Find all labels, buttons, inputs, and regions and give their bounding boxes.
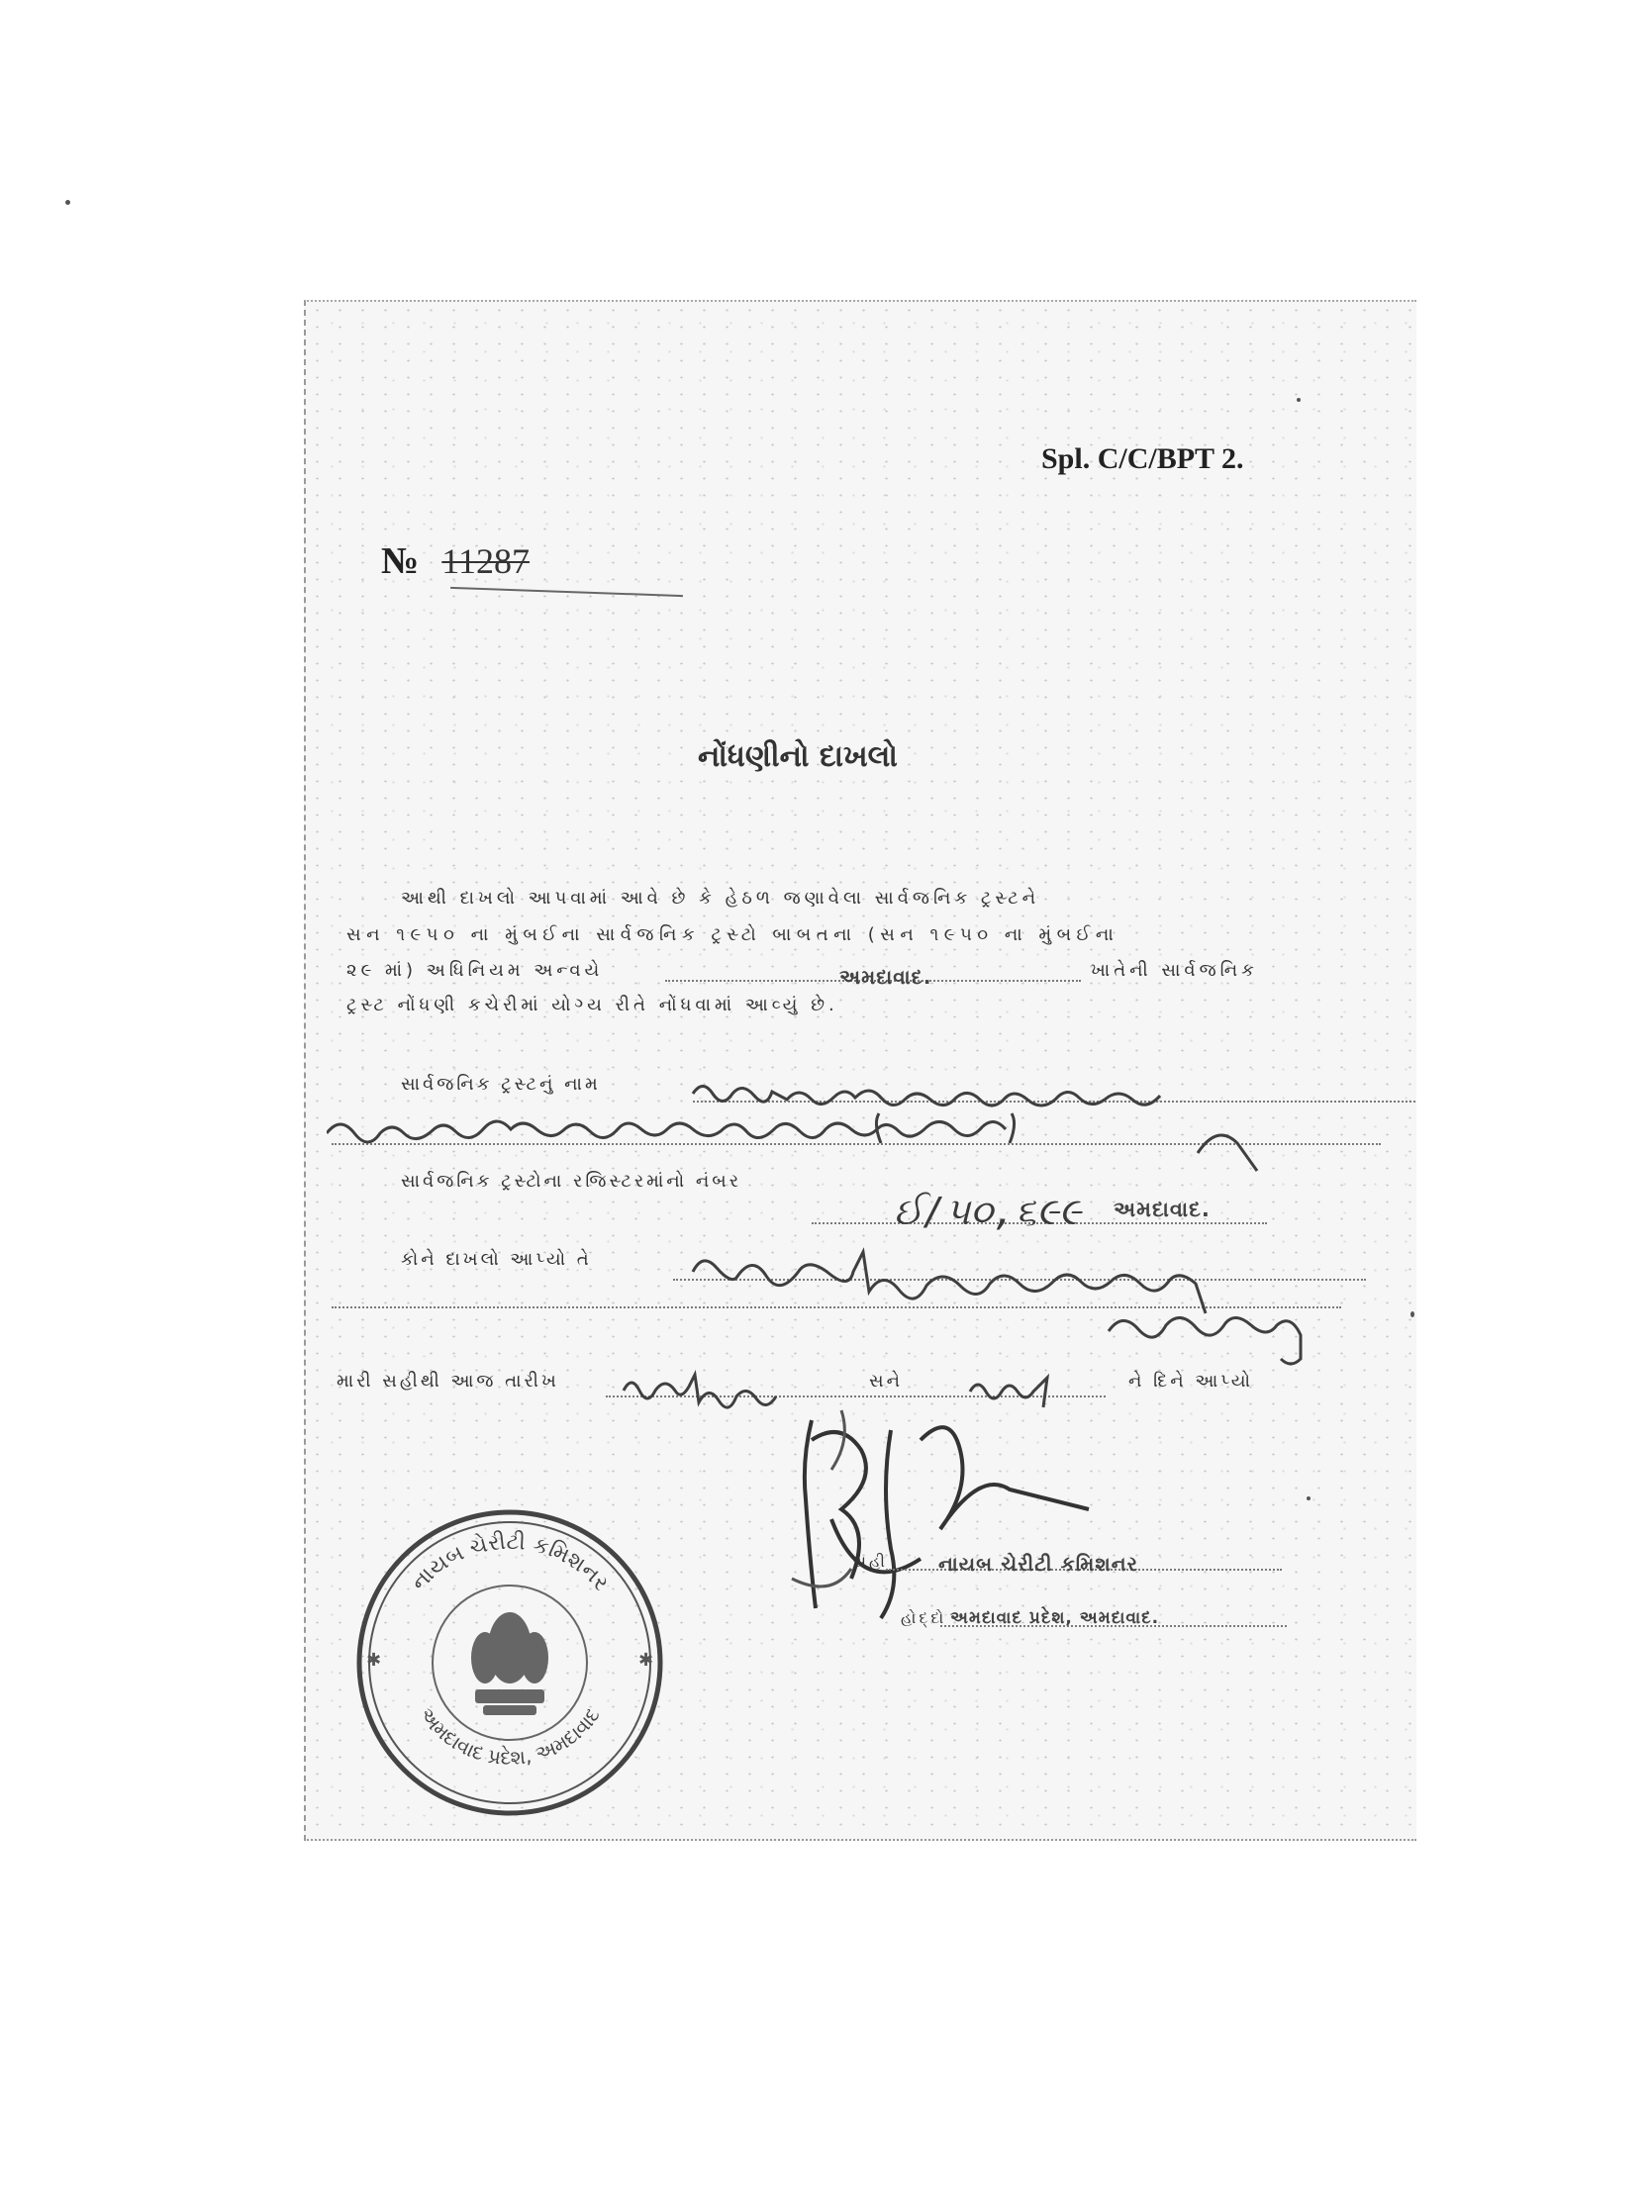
- body-line-1: આથી દાખલો આપવામાં આવે છે કે હેઠળ જણાવેલા સાર્વજનિક ટ્રસ્ટને: [401, 888, 1040, 909]
- seal-text-top: નાયબ ચેરીટી કમિશનર: [406, 1529, 614, 1596]
- body-line-2: સન ૧૯૫૦ ના મુંબઈના સાર્વજનિક ટ્રસ્ટો બાબતના (સન ૧૯૫૦ ના મુંબઈના: [346, 924, 1119, 945]
- speck: [1410, 1311, 1414, 1317]
- seal-star-icon: ✱: [638, 1650, 654, 1671]
- handwriting-stroke: [693, 1252, 1206, 1313]
- number-value: 11287: [441, 541, 530, 581]
- register-number-label: સાર્વજનિક ટ્રસ્ટોના રજિસ્ટરમાંનો નંબર: [401, 1171, 742, 1192]
- speck: [1307, 1496, 1311, 1500]
- handwriting-stroke: [1109, 1317, 1301, 1364]
- date-line-start: મારી સહીથી આજ તારીખ: [337, 1371, 559, 1392]
- seal-text-bottom: અમદાવાદ પ્રદેશ, અમદાવાદ: [414, 1702, 605, 1770]
- speck: [65, 200, 70, 205]
- trust-name-label: સાર્વજનિક ટ્રસ્ટનું નામ: [401, 1074, 601, 1095]
- office-stamp: અમદાવાદ.: [839, 965, 932, 989]
- certificate-number: [381, 539, 530, 583]
- handwritten-date: [619, 1361, 797, 1410]
- designation-label: હોદ્દો: [901, 1608, 947, 1627]
- register-number-value: ઈ/૫૦,૬૯૯: [894, 1190, 1082, 1233]
- issued-to-label: કોને દાખલો આપ્યો તે: [401, 1249, 592, 1270]
- signatory-title: નાયબ ચેરીટી કમિશનર: [938, 1552, 1139, 1576]
- handwriting-stroke: [327, 1121, 1006, 1142]
- form-code: Spl. C/C/BPT 2.: [1041, 442, 1244, 475]
- body-line-5: ટ્રસ્ટ નોંધણી કચેરીમાં યોગ્ય રીતે નોંધવામાં આવ્યું છે.: [346, 995, 838, 1015]
- office-seal: [346, 1499, 673, 1826]
- handwriting-stroke: [693, 1087, 1160, 1106]
- certificate-title: નોંધણીનો દાખલો: [698, 739, 898, 774]
- handwriting-stroke: [624, 1375, 776, 1407]
- body-line-4: ખાતેની સાર્વજનિક: [1091, 960, 1258, 981]
- handwritten-addressee: [673, 1232, 1386, 1381]
- signature-stroke: [805, 1420, 1089, 1618]
- date-line-end: ને દિને આપ્યો: [1128, 1371, 1254, 1392]
- number-prefix: №: [381, 540, 420, 582]
- seal-star-icon-left: ✱: [366, 1650, 382, 1671]
- designation-value: અમદાવાદ પ્રદેશ, અમદાવાદ.: [950, 1608, 1160, 1628]
- body-line-3: ૨૯ માં) અધિનિયમ અન્વયે: [346, 960, 604, 981]
- signature-label: સહી: [853, 1552, 888, 1571]
- speck: [1297, 398, 1301, 402]
- register-number-stamp: અમદાવાદ.: [1114, 1198, 1211, 1221]
- seal-emblem-icon: [471, 1612, 548, 1715]
- date-line-mid: સને: [869, 1371, 903, 1392]
